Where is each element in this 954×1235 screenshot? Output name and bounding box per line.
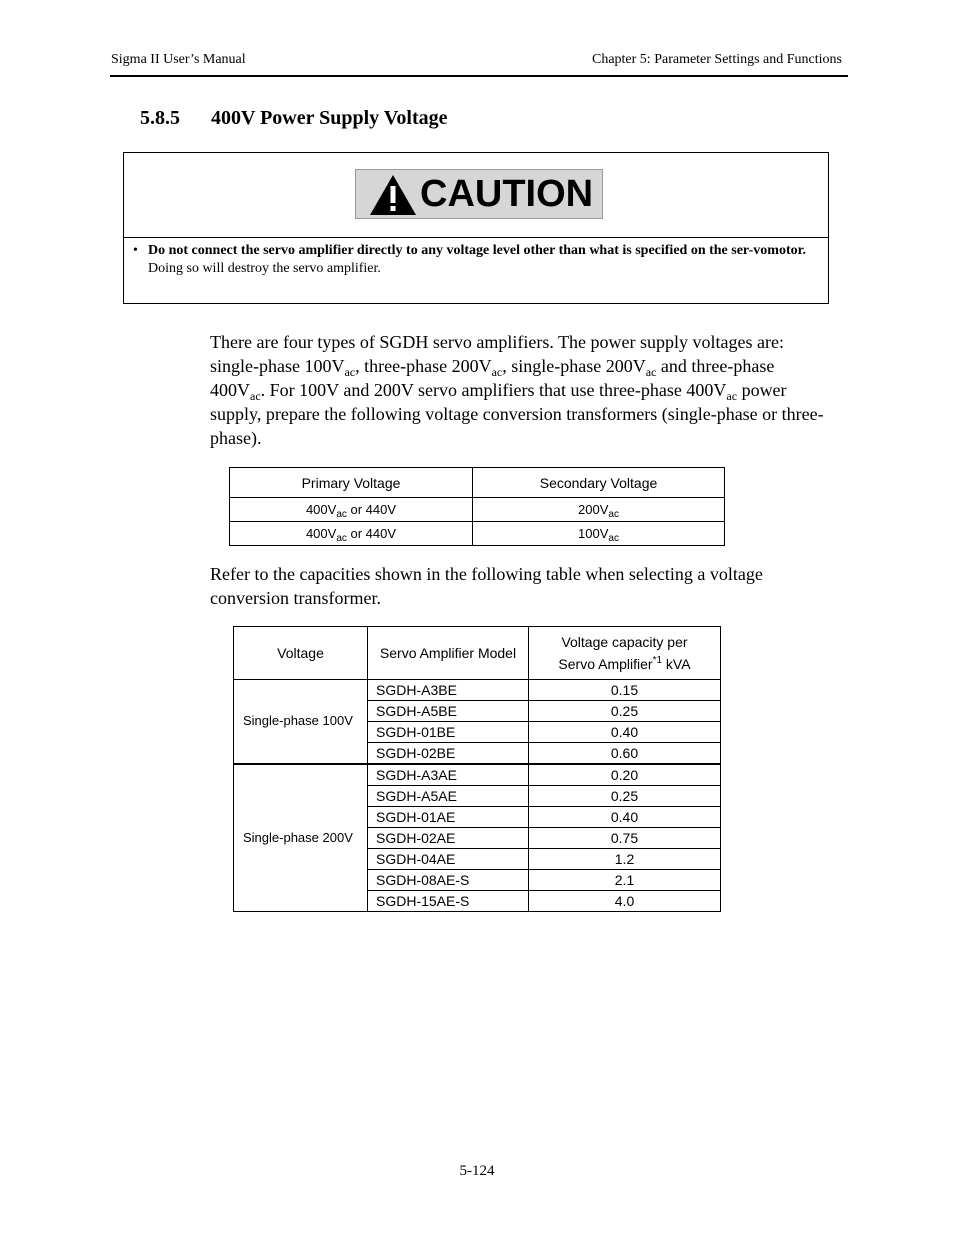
- transformer-voltage-table: [229, 467, 725, 546]
- model-cell: SGDH-A3BE: [368, 680, 529, 701]
- column-header-capacity: Voltage capacity per Servo Amplifier$^{*1}$ kVA: [529, 627, 721, 680]
- table-header-row: [230, 468, 725, 498]
- capacity-cell: 0.40: [529, 722, 721, 743]
- running-header-left: Sigma II User’s Manual: [111, 52, 246, 67]
- model-cell: SGDH-A3AE: [368, 764, 529, 786]
- model-cell: SGDH-A5AE: [368, 786, 529, 807]
- model-cell: SGDH-08AE-S: [368, 870, 529, 891]
- capacity-paragraph: Refer to the capacities shown in the following table when selecting a voltage conversion transformer.: [210, 564, 763, 608]
- model-cell: SGDH-02AE: [368, 828, 529, 849]
- caution-message: [133, 242, 823, 278]
- section-heading: [140, 107, 448, 130]
- capacity-cell: 0.60: [529, 743, 721, 764]
- model-cell: SGDH-15AE-S: [368, 891, 529, 912]
- column-header: Secondary Voltage: [473, 468, 725, 498]
- caution-badge: [355, 169, 603, 219]
- table-header-row: [234, 627, 721, 680]
- secondary-voltage-cell: $100V_{ac}$: [473, 522, 725, 546]
- caution-warning-text: Do not connect the servo amplifier directly to any voltage level other than what is specified on the ser-vomotor.: [148, 243, 807, 258]
- primary-voltage-cell: $400V_{ac}$ or 440V: [230, 498, 473, 522]
- section-number: 5.8.5: [140, 107, 180, 129]
- column-header-voltage: Voltage: [234, 627, 368, 680]
- model-cell: SGDH-02BE: [368, 743, 529, 764]
- caution-label: CAUTION: [420, 173, 594, 215]
- capacity-cell: 0.20: [529, 764, 721, 786]
- voltage-group-cell: Single-phase 200V: [234, 764, 368, 912]
- model-cell: SGDH-01AE: [368, 807, 529, 828]
- capacity-cell: 0.75: [529, 828, 721, 849]
- section-title: 400V Power Supply Voltage: [211, 107, 448, 129]
- running-header-right: Chapter 5: Parameter Settings and Functions: [591, 52, 842, 67]
- caution-consequence-text: Doing so will destroy the servo amplifier.: [148, 261, 381, 276]
- capacity-cell: 0.15: [529, 680, 721, 701]
- model-cell: SGDH-04AE: [368, 849, 529, 870]
- capacity-cell: 4.0: [529, 891, 721, 912]
- secondary-voltage-cell: $200V_{ac}$: [473, 498, 725, 522]
- page-number: 5-124: [459, 1163, 495, 1179]
- intro-paragraph: There are four types of SGDH servo amplifiers. The power supply voltages are: single-phase $100V_{ac}$, three-phase $200V_{ac}$, single-phase $200V_{ac}$ and three-phase $400V_{ac}$. For 100V and 200V servo amplifiers that use three-phase $400V_{ac}$ power supply, prepare the following voltage conversion transformers (single-phase or three-phase).: [210, 332, 824, 448]
- capacity-cell: 1.2: [529, 849, 721, 870]
- model-cell: SGDH-A5BE: [368, 701, 529, 722]
- capacity-cell: 0.25: [529, 701, 721, 722]
- table-row: [230, 498, 725, 522]
- table-row: [234, 764, 721, 786]
- bullet: •: [133, 243, 138, 258]
- caution-box: [123, 152, 829, 304]
- column-header: Primary Voltage: [230, 468, 473, 498]
- model-cell: SGDH-01BE: [368, 722, 529, 743]
- column-header-model: Servo Amplifier Model: [368, 627, 529, 680]
- capacity-cell: 0.25: [529, 786, 721, 807]
- capacity-table: [233, 626, 721, 912]
- voltage-group-cell: Single-phase 100V: [234, 680, 368, 764]
- table-row: [234, 680, 721, 701]
- caution-header: [124, 153, 828, 238]
- table-row: [230, 522, 725, 546]
- warning-triangle-icon: [368, 173, 418, 217]
- capacity-cell: 0.40: [529, 807, 721, 828]
- header-rule: [110, 75, 848, 77]
- primary-voltage-cell: $400V_{ac}$ or 440V: [230, 522, 473, 546]
- capacity-cell: 2.1: [529, 870, 721, 891]
